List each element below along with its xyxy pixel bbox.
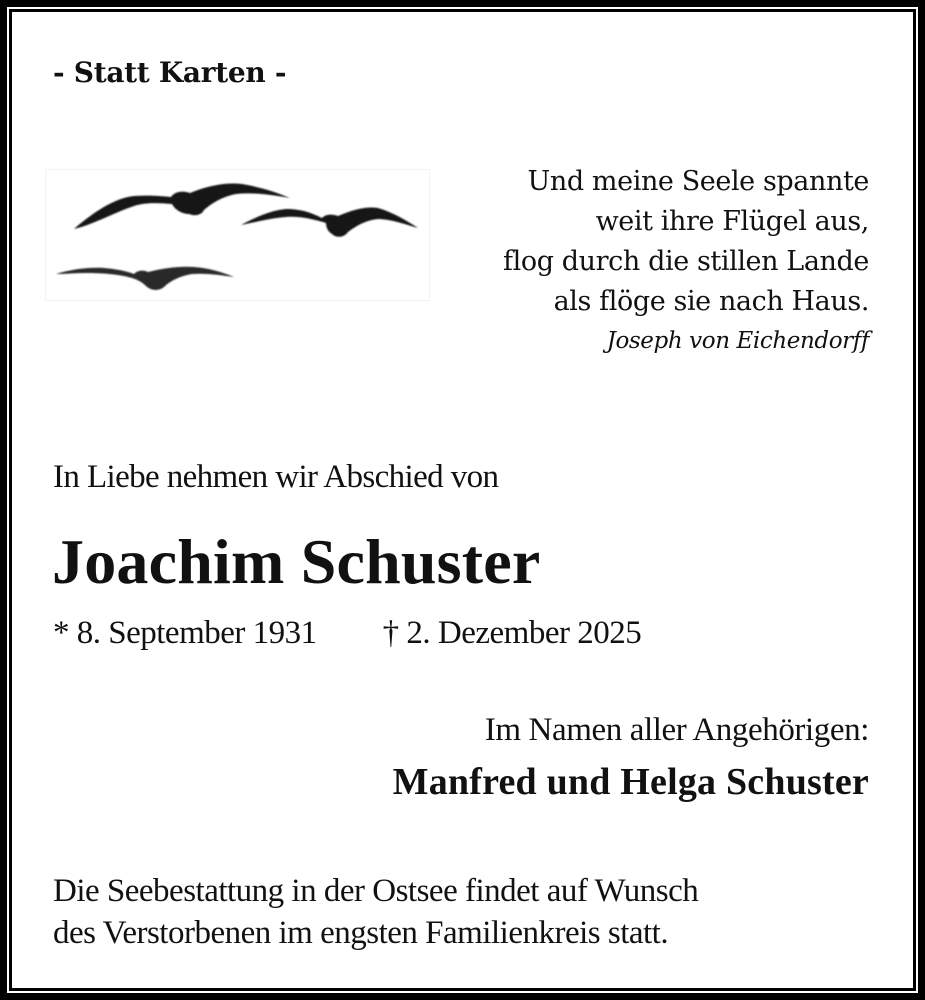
note-line: Die Seebestattung in der Ostsee findet auf Wunsch <box>53 873 699 909</box>
poem-line: flog durch die stillen Lande <box>503 246 869 277</box>
farewell-intro: In Liebe nehmen wir Abschied von <box>53 459 499 495</box>
burial-note <box>53 870 698 954</box>
poem-line: als flöge sie nach Haus. <box>553 286 869 317</box>
poem <box>503 162 869 358</box>
deceased-name: Joachim Schuster <box>52 526 541 597</box>
notice-header: - Statt Karten - <box>53 56 287 89</box>
poem-author: Joseph von Eichendorff <box>606 328 869 354</box>
family-label: Im Namen aller Angehörigen: <box>484 712 869 748</box>
poem-line: weit ihre Flügel aus, <box>595 206 869 237</box>
birth-date: * 8. September 1931 <box>53 615 317 651</box>
poem-line: Und meine Seele spannte <box>527 166 869 197</box>
death-date: † 2. Dezember 2025 <box>382 615 642 651</box>
note-line: des Verstorbenen im engsten Familienkreis statt. <box>53 915 669 951</box>
family-names: Manfred und Helga Schuster <box>392 761 869 803</box>
flying-seagulls-image <box>45 169 430 301</box>
outer-frame <box>7 7 918 993</box>
life-dates <box>53 615 641 652</box>
inner-frame <box>9 9 916 991</box>
